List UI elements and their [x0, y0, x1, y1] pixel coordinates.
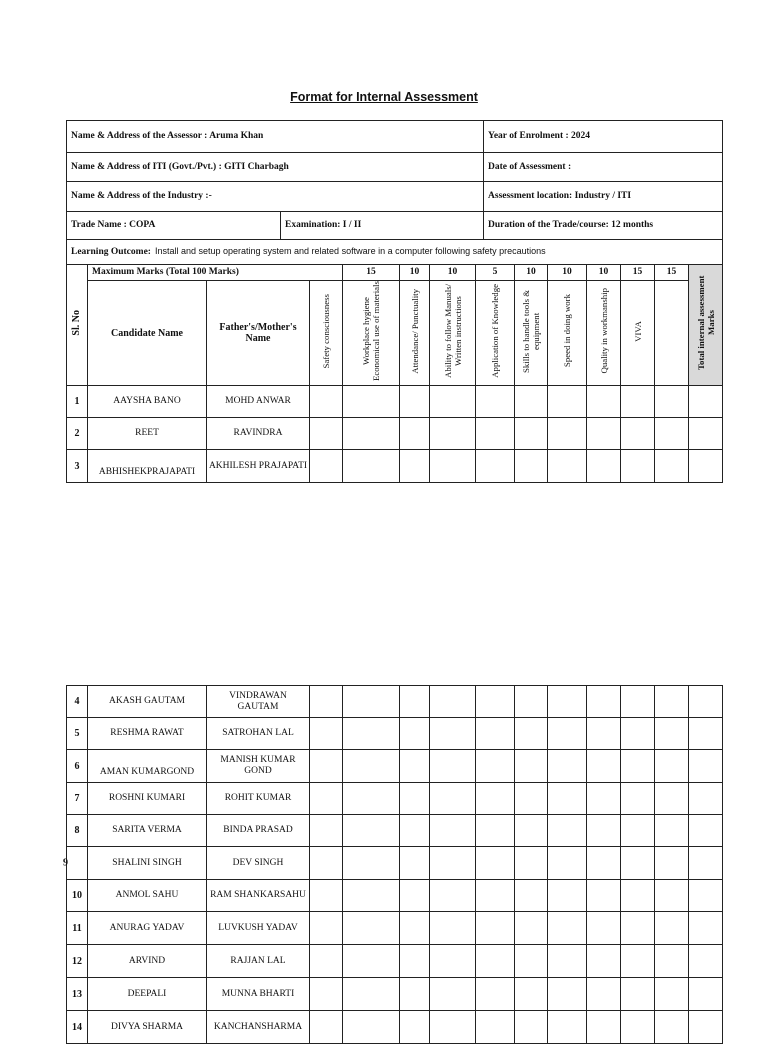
student-row [67, 386, 723, 418]
marks-input-cell[interactable] [548, 847, 587, 880]
total-marks-cell[interactable] [655, 686, 689, 718]
assessment-grid-table-continued [63, 685, 723, 1044]
total-marks-cell[interactable] [655, 912, 689, 945]
page-title: Format for Internal Assessment [290, 90, 478, 104]
total-marks-cell[interactable] [655, 847, 689, 880]
iti-field: Name & Address of ITI (Govt./Pvt.) : GITI Charbagh [67, 153, 484, 182]
marks-input-cell[interactable] [343, 880, 400, 912]
marks-input-cell[interactable] [587, 450, 621, 483]
parent-name-cell: LUVKUSH YADAV [207, 912, 310, 945]
marks-input-cell[interactable] [548, 880, 587, 912]
marks-input-cell[interactable] [548, 718, 587, 750]
learning-outcome-label: Learning Outcome: [71, 247, 151, 257]
marks-input-cell[interactable] [430, 686, 476, 718]
marks-input-cell[interactable] [587, 783, 621, 815]
marks-input-cell[interactable] [476, 912, 515, 945]
marks-input-cell[interactable] [430, 880, 476, 912]
candidate-name-cell: ANMOL SAHU [88, 880, 207, 912]
total-marks-cell[interactable] [655, 880, 689, 912]
trade-name-field: Trade Name : COPA [67, 212, 281, 240]
criterion-header-1: Safety consciousness [310, 281, 343, 386]
student-row [67, 686, 723, 718]
sl-no-cell: 2 [67, 418, 88, 450]
sl-no-cell: 4 [67, 686, 88, 718]
marks-input-cell[interactable] [621, 1011, 655, 1044]
marks-input-cell[interactable] [515, 912, 548, 945]
criterion-header-2: Workplace hygiene Economical use of materials [343, 281, 400, 386]
parent-name-header: Father's/Mother's Name [207, 281, 310, 386]
max-marks-7: 10 [587, 265, 621, 281]
marks-input-cell[interactable] [476, 978, 515, 1011]
year-of-enrolment-field: Year of Enrolment : 2024 [484, 121, 723, 153]
marks-input-cell[interactable] [621, 912, 655, 945]
total-marks-cell[interactable] [655, 945, 689, 978]
marks-input-cell[interactable] [476, 386, 515, 418]
marks-input-cell[interactable] [476, 1011, 515, 1044]
marks-input-cell[interactable] [310, 718, 343, 750]
marks-input-cell[interactable] [587, 418, 621, 450]
marks-input-cell[interactable] [476, 847, 515, 880]
marks-input-cell[interactable] [343, 815, 400, 847]
total-marks-cell[interactable] [655, 1011, 689, 1044]
marks-input-cell[interactable] [400, 750, 430, 783]
student-row [67, 978, 723, 1011]
parent-name-cell: BINDA PRASAD [207, 815, 310, 847]
marks-input-cell[interactable] [400, 718, 430, 750]
sl-no-cell: 3 [67, 450, 88, 483]
marks-input-cell[interactable] [476, 718, 515, 750]
max-marks-label: Maximum Marks (Total 100 Marks) [88, 265, 343, 281]
candidate-name-cell: ARVIND [88, 945, 207, 978]
result-cell[interactable] [689, 750, 723, 783]
marks-input-cell[interactable] [310, 1011, 343, 1044]
marks-input-cell[interactable] [515, 450, 548, 483]
criterion-header-5: Application of Knowledge [476, 281, 515, 386]
marks-input-cell[interactable] [476, 418, 515, 450]
marks-input-cell[interactable] [400, 1011, 430, 1044]
marks-input-cell[interactable] [548, 912, 587, 945]
parent-name-cell: RAM SHANKARSAHU [207, 880, 310, 912]
parent-name-cell: DEV SINGH [207, 847, 310, 880]
result-cell[interactable] [689, 450, 723, 483]
marks-input-cell[interactable] [587, 847, 621, 880]
learning-outcome-text: Install and setup operating system and related software in a computer following safety precautions [154, 246, 546, 256]
marks-input-cell[interactable] [548, 783, 587, 815]
result-cell[interactable] [689, 847, 723, 880]
candidate-name-cell: DIVYA SHARMA [88, 1011, 207, 1044]
total-marks-header: Total internal assessment Marks [689, 265, 723, 386]
candidate-name-cell: SARITA VERMA [88, 815, 207, 847]
marks-input-cell[interactable] [310, 450, 343, 483]
total-marks-cell[interactable] [655, 783, 689, 815]
marks-input-cell[interactable] [430, 978, 476, 1011]
candidate-name-cell: ABHISHEKPRAJAPATI [88, 450, 207, 483]
marks-input-cell[interactable] [310, 847, 343, 880]
marks-input-cell[interactable] [400, 945, 430, 978]
marks-input-cell[interactable] [548, 815, 587, 847]
max-marks-9: 15 [655, 265, 689, 281]
candidate-name-cell: AMAN KUMARGOND [88, 750, 207, 783]
marks-input-cell[interactable] [548, 418, 587, 450]
marks-input-cell[interactable] [400, 783, 430, 815]
marks-input-cell[interactable] [430, 450, 476, 483]
parent-name-cell: MUNNA BHARTI [207, 978, 310, 1011]
marks-input-cell[interactable] [430, 945, 476, 978]
student-row [67, 783, 723, 815]
marks-input-cell[interactable] [587, 945, 621, 978]
date-of-assessment-field: Date of Assessment : [484, 153, 723, 182]
marks-input-cell[interactable] [548, 686, 587, 718]
marks-input-cell[interactable] [400, 815, 430, 847]
sl-no-cell: 6 [67, 750, 88, 783]
marks-input-cell[interactable] [587, 718, 621, 750]
marks-input-cell[interactable] [343, 450, 400, 483]
max-marks-6: 10 [548, 265, 587, 281]
candidate-name-cell: REET [88, 418, 207, 450]
marks-input-cell[interactable] [548, 450, 587, 483]
marks-input-cell[interactable] [400, 418, 430, 450]
max-marks-8: 15 [621, 265, 655, 281]
marks-input-cell[interactable] [621, 880, 655, 912]
assessor-field: Name & Address of the Assessor : Aruma Khan [67, 121, 484, 153]
marks-input-cell[interactable] [515, 686, 548, 718]
marks-input-cell[interactable] [548, 750, 587, 783]
marks-input-cell[interactable] [515, 815, 548, 847]
student-row [67, 450, 723, 483]
marks-input-cell[interactable] [587, 1011, 621, 1044]
marks-input-cell[interactable] [515, 847, 548, 880]
result-cell[interactable] [689, 978, 723, 1011]
marks-input-cell[interactable] [400, 978, 430, 1011]
criterion-header-8: Quality in workmanship [587, 281, 621, 386]
parent-name-cell: ROHIT KUMAR [207, 783, 310, 815]
marks-input-cell[interactable] [310, 815, 343, 847]
marks-input-cell[interactable] [587, 978, 621, 1011]
marks-input-cell[interactable] [587, 750, 621, 783]
marks-input-cell[interactable] [310, 418, 343, 450]
parent-name-cell: KANCHANSHARMA [207, 1011, 310, 1044]
marks-input-cell[interactable] [400, 450, 430, 483]
result-cell[interactable] [689, 418, 723, 450]
criterion-header-4: Ability to follow Manuals/ Written instructions [430, 281, 476, 386]
assessment-location-field: Assessment location: Industry / ITI [484, 182, 723, 212]
marks-input-cell[interactable] [343, 847, 400, 880]
marks-input-cell[interactable] [515, 750, 548, 783]
student-row [67, 880, 723, 912]
total-marks-cell[interactable] [655, 815, 689, 847]
marks-input-cell[interactable] [515, 386, 548, 418]
criterion-header-9: VIVA [621, 281, 655, 386]
result-cell[interactable] [689, 718, 723, 750]
marks-input-cell[interactable] [515, 418, 548, 450]
sl-no-cell: 8 [67, 815, 88, 847]
assessment-info-table [66, 120, 723, 265]
marks-input-cell[interactable] [621, 847, 655, 880]
marks-input-cell[interactable] [515, 978, 548, 1011]
student-row [67, 847, 723, 880]
marks-input-cell[interactable] [476, 945, 515, 978]
max-marks-1: 15 [343, 265, 400, 281]
marks-input-cell[interactable] [430, 847, 476, 880]
result-cell[interactable] [689, 783, 723, 815]
marks-input-cell[interactable] [621, 718, 655, 750]
marks-input-cell[interactable] [343, 686, 400, 718]
parent-name-cell: RAJJAN LAL [207, 945, 310, 978]
parent-name-cell: RAVINDRA [207, 418, 310, 450]
marks-input-cell[interactable] [476, 450, 515, 483]
marks-input-cell[interactable] [587, 686, 621, 718]
sl-no-cell: 1 [67, 386, 88, 418]
marks-input-cell[interactable] [400, 912, 430, 945]
sl-no-cell: 5 [67, 718, 88, 750]
student-row [67, 750, 723, 783]
marks-input-cell[interactable] [343, 418, 400, 450]
marks-input-cell[interactable] [548, 945, 587, 978]
marks-input-cell[interactable] [587, 386, 621, 418]
sl-no-cell: 11 [67, 912, 88, 945]
total-marks-cell[interactable] [655, 386, 689, 418]
marks-input-cell[interactable] [476, 750, 515, 783]
marks-input-cell[interactable] [476, 880, 515, 912]
sl-no-cell: 13 [67, 978, 88, 1011]
sl-no-cell: 14 [67, 1011, 88, 1044]
marks-input-cell[interactable] [310, 978, 343, 1011]
marks-input-cell[interactable] [343, 386, 400, 418]
parent-name-cell: VINDRAWAN GAUTAM [207, 686, 310, 718]
marks-input-cell[interactable] [587, 815, 621, 847]
duration-field: Duration of the Trade/course: 12 months [484, 212, 723, 240]
industry-field: Name & Address of the Industry :- [67, 182, 484, 212]
student-row [67, 945, 723, 978]
marks-input-cell[interactable] [515, 880, 548, 912]
candidate-name-cell: RESHMA RAWAT [88, 718, 207, 750]
marks-input-cell[interactable] [343, 783, 400, 815]
marks-input-cell[interactable] [310, 386, 343, 418]
total-marks-cell[interactable] [655, 450, 689, 483]
assessment-grid-table [66, 264, 723, 483]
marks-input-cell[interactable] [515, 718, 548, 750]
student-row [67, 718, 723, 750]
marks-input-cell[interactable] [343, 978, 400, 1011]
marks-input-cell[interactable] [430, 783, 476, 815]
parent-name-cell: SATROHAN LAL [207, 718, 310, 750]
marks-input-cell[interactable] [548, 978, 587, 1011]
marks-input-cell[interactable] [343, 718, 400, 750]
sl-no-cell: 7 [67, 783, 88, 815]
result-cell[interactable] [689, 1011, 723, 1044]
criterion-header-6: Skills to handle tools & equipment [515, 281, 548, 386]
student-row [67, 912, 723, 945]
max-marks-2: 10 [400, 265, 430, 281]
marks-input-cell[interactable] [430, 386, 476, 418]
max-marks-3: 10 [430, 265, 476, 281]
marks-input-cell[interactable] [476, 815, 515, 847]
marks-input-cell[interactable] [343, 945, 400, 978]
marks-input-cell[interactable] [310, 750, 343, 783]
marks-input-cell[interactable] [621, 783, 655, 815]
result-cell[interactable] [689, 815, 723, 847]
total-marks-cell[interactable] [655, 978, 689, 1011]
max-marks-4: 5 [476, 265, 515, 281]
marks-input-cell[interactable] [310, 912, 343, 945]
sl-no-header: Sl. No [67, 265, 88, 386]
result-cell[interactable] [689, 880, 723, 912]
student-row [67, 815, 723, 847]
total-marks-cell[interactable] [655, 718, 689, 750]
result-cell[interactable] [689, 945, 723, 978]
marks-input-cell[interactable] [400, 686, 430, 718]
marks-input-cell[interactable] [400, 386, 430, 418]
marks-input-cell[interactable] [310, 686, 343, 718]
marks-input-cell[interactable] [343, 750, 400, 783]
student-row [67, 418, 723, 450]
marks-input-cell[interactable] [548, 386, 587, 418]
candidate-name-cell: AKASH GAUTAM [88, 686, 207, 718]
marks-input-cell[interactable] [343, 912, 400, 945]
sl-no-cell: 9 [67, 847, 88, 880]
marks-input-cell[interactable] [548, 1011, 587, 1044]
marks-input-cell[interactable] [310, 945, 343, 978]
sl-no-cell: 12 [67, 945, 88, 978]
candidate-name-cell: DEEPALI [88, 978, 207, 1011]
marks-input-cell[interactable] [430, 912, 476, 945]
result-cell[interactable] [689, 386, 723, 418]
marks-input-cell[interactable] [430, 718, 476, 750]
result-cell[interactable] [689, 686, 723, 718]
marks-input-cell[interactable] [621, 418, 655, 450]
total-marks-cell[interactable] [655, 418, 689, 450]
marks-input-cell[interactable] [587, 880, 621, 912]
marks-input-cell[interactable] [621, 686, 655, 718]
marks-input-cell[interactable] [400, 847, 430, 880]
marks-input-cell[interactable] [621, 815, 655, 847]
learning-outcome-field [67, 240, 723, 265]
marks-input-cell[interactable] [310, 880, 343, 912]
marks-input-cell[interactable] [430, 418, 476, 450]
marks-input-cell[interactable] [621, 978, 655, 1011]
parent-name-cell: MOHD ANWAR [207, 386, 310, 418]
sl-no-cell: 10 [67, 880, 88, 912]
marks-input-cell[interactable] [515, 783, 548, 815]
marks-input-cell[interactable] [430, 815, 476, 847]
marks-input-cell[interactable] [343, 1011, 400, 1044]
marks-input-cell[interactable] [430, 750, 476, 783]
marks-input-cell[interactable] [515, 945, 548, 978]
total-marks-cell[interactable] [655, 750, 689, 783]
max-marks-5: 10 [515, 265, 548, 281]
marks-input-cell[interactable] [476, 783, 515, 815]
candidate-name-cell: SHALINI SINGH [88, 847, 207, 880]
marks-input-cell[interactable] [310, 783, 343, 815]
criterion-header-7: Speed in doing work [548, 281, 587, 386]
marks-input-cell[interactable] [430, 1011, 476, 1044]
candidate-name-cell: ROSHNI KUMARI [88, 783, 207, 815]
result-cell[interactable] [689, 912, 723, 945]
marks-input-cell[interactable] [621, 945, 655, 978]
candidate-name-cell: AAYSHA BANO [88, 386, 207, 418]
criterion-header-3: Attendance/ Punctuality [400, 281, 430, 386]
marks-input-cell[interactable] [621, 750, 655, 783]
candidate-name-header: Candidate Name [88, 281, 207, 386]
student-row [67, 1011, 723, 1044]
marks-input-cell[interactable] [621, 450, 655, 483]
marks-input-cell[interactable] [476, 686, 515, 718]
marks-input-cell[interactable] [621, 386, 655, 418]
parent-name-cell: MANISH KUMAR GOND [207, 750, 310, 783]
parent-name-cell: AKHILESH PRAJAPATI [207, 450, 310, 483]
marks-input-cell[interactable] [515, 1011, 548, 1044]
marks-input-cell[interactable] [587, 912, 621, 945]
candidate-name-cell: ANURAG YADAV [88, 912, 207, 945]
examination-field: Examination: I / II [281, 212, 484, 240]
marks-input-cell[interactable] [400, 880, 430, 912]
